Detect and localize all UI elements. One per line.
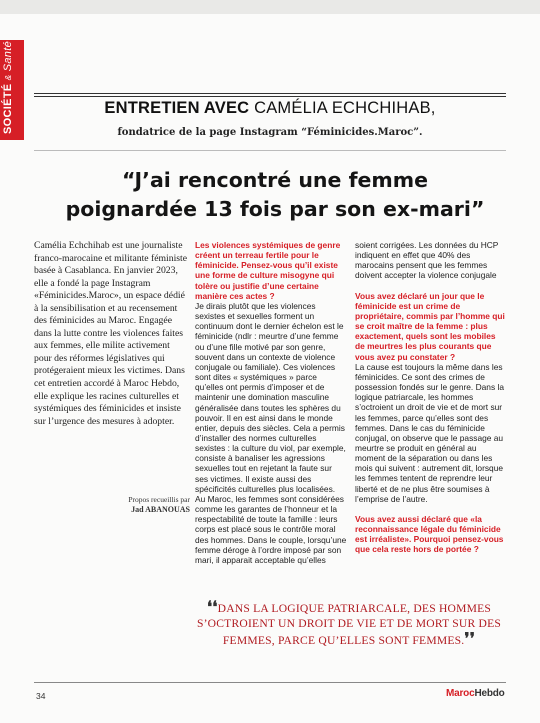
article-headline: “J’ai rencontré une femme poignardée 13 fois par son ex-mari” bbox=[65, 168, 485, 221]
question-3: Vous avez aussi déclaré que «la reconnaissance légale du féminicide est irréaliste». Pourquoi pensez-vous que cela reste hors de portée ? bbox=[355, 513, 504, 555]
magazine-logo: MarocHebdo bbox=[446, 688, 505, 699]
answer-1: Je dirais plutôt que les violences sexistes et sexuelles forment un continuum dont le dernier échelon est le féminicide (ndlr : meurtre d’une femme ou d’une fille motivé par son genre, souvent dans un contexte de violence conjugale ou familiale). Ces violences sont dites « systémiques » parce qu’elles ont permis d’imposer et de maintenir une domination masculine généralisée dans toutes les sphères du pouvoir. Il en est ainsi dans le monde entier, depuis des siècles. Cela a permis d’installer des normes culturelles sexistes : la culture du viol, par exemple, consiste à banaliser les agressions sexuelles tout en rejetant la faute sur ses victimes. Il existe aussi des spécificités culturelles plus localisées. Au Maroc, les femmes sont considérées comme les garantes de l’honneur et la respectabilité de toute la famille : leurs corps est placé sous le contrôle moral des hommes. Dans le couple, lorsqu’une femme déroge à l’ordre imposé par son mari, il apparait acceptable qu’elles bbox=[195, 300, 347, 565]
pull-quote bbox=[193, 600, 505, 648]
header-rule-top-2 bbox=[34, 96, 506, 97]
pull-quote-text: DANS LA LOGIQUE PATRIARCALE, DES HOMMES S’OCTROIENT UN DROIT DE VIE ET DE MORT SUR DES FEMMES, PARCE QU’ELLES SONT FEMMES. bbox=[196, 602, 502, 647]
page-top-band bbox=[0, 0, 540, 14]
footer-rule bbox=[34, 682, 506, 683]
interview-subtitle: fondatrice de la page Instagram “Féminicides.Maroc”. bbox=[117, 127, 423, 138]
question-2: Vous avez déclaré un jour que le féminicide est un crime de propriétaire, commis par l’homme qui se croit maître de la femme : plus exactement, quels sont les mobiles de meurtres les plus courants que vous avez pu constater ? bbox=[355, 290, 505, 362]
intro-text: Camélia Echchihab est une journaliste franco-marocaine et militante féministe basée à Casablanca. En janvier 2023, elle a fondé la page Instagram «Féminicides.Maroc», un espace dédié à la sensibilisation et au recensement des féminicides au Maroc. Engagée dans la lutte contre les violences faites aux femmes, elle milite activement pour des réformes législatives qui protégeraient mieux les victimes. Dans cet entretien accordé à Maroc Hebdo, elle explique les racines culturelles et systémiques des féminicides et insiste sur l’urgence des mesures à adopter. bbox=[34, 240, 188, 427]
byline: Propos recueillis par Jad ABANOUAS bbox=[90, 495, 190, 515]
article-column-2 bbox=[195, 240, 347, 565]
section-label: SOCIÉTÉ & Santé bbox=[2, 41, 14, 134]
intro-column bbox=[34, 240, 190, 428]
quote-open-icon: ❛❛ bbox=[206, 599, 218, 616]
page-number: 34 bbox=[36, 691, 46, 701]
answer-2: La cause est toujours la même dans les féminicides. Ce sont des crimes de possession fondés sur le genre. Dans la logique patriarcale, les hommes s’octroient un droit de vie et de mort sur les femmes, parce qu’elles sont des femmes. Dans le cas du féminicide conjugal, on observe que le passage au meurtre se produit en général au moment de la séparation ou dans les mois qui suivent : autrement dit, lorsque les femmes tentent de reprendre leur liberté et de ne plus être soumises à l’emprise de l’autre. bbox=[355, 361, 504, 504]
answer-1-continued: soient corrigées. Les données du HCP indiquent en effet que 40% des marocains pensent que les femmes doivent accepter la violence conjugale bbox=[355, 240, 499, 281]
article-column-3 bbox=[355, 240, 506, 555]
question-1: Les violences systémiques de genre créent un terreau fertile pour le féminicide. Pensez-vous qu’il existe une forme de culture misogyne qui tolère ou justifie d’une certaine manière ces actes ? bbox=[195, 240, 341, 301]
interview-kicker: ENTRETIEN AVEC CAMÉLIA ECHCHIHAB, bbox=[104, 99, 436, 117]
byline-author: Jad ABANOUAS bbox=[131, 505, 190, 514]
section-tab bbox=[0, 40, 24, 140]
quote-close-icon: ❜❜ bbox=[464, 630, 476, 648]
header-rule-top bbox=[34, 93, 506, 94]
subtitle-rule bbox=[34, 150, 506, 151]
